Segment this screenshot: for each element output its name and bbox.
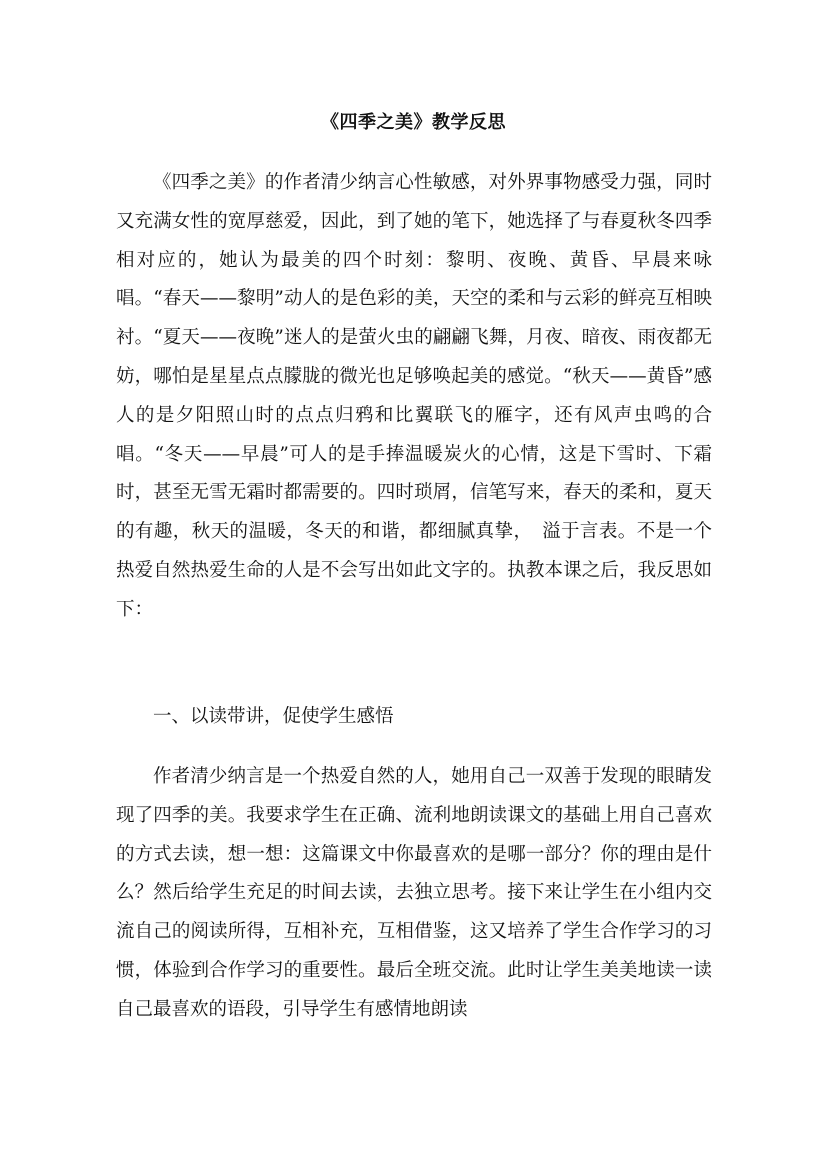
intro-paragraph: 《四季之美》的作者清少纳言心性敏感，对外界事物感受力强，同时又充满女性的宽厚慈爱，因此，到了她的笔下，她选择了与春夏秋冬四季相对应的，她认为最美的四个时刻：黎明、夜晚、黄昏、早晨来咏唱。“春天——黎明”动人的是色彩的美，天空的柔和与云彩的鲜亮互相映衬。“夏天——夜晚”迷人的是萤火虫的翩翩飞舞，月夜、暗夜、雨夜都无妨，哪怕是星星点点朦胧的微光也足够唤起美的感觉。“秋天——黄昏”感人的是夕阳照山时的点点归鸦和比翼联飞的雁字，还有风声虫鸣的合唱。“冬天——早晨”可人的是手捧温暖炭火的心情，这是下雪时、下霜时，甚至无雪无霜时都需要的。四时琐屑，信笔写来，春天的柔和，夏天的有趣，秋天的温暖，冬天的和谐，都细腻真挚， 溢于言表。不是一个热爱自然热爱生命的人是不会写出如此文字的。执教本课之后，我反思如下： — [116, 172, 712, 620]
document-title: 《四季之美》教学反思 — [321, 112, 506, 133]
body-paragraph: 作者清少纳言是一个热爱自然的人，她用自己一双善于发现的眼睛发现了四季的美。我要求学生在正确、流利地朗读课文的基础上用自己喜欢的方式去读，想一想：这篇课文中你最喜欢的是哪一部分？你的理由是什么？然后给学生充足的时间去读，去独立思考。接下来让学生在小组内交流自己的阅读所得，互相补充，互相借鉴，这又培养了学生合作学习的习惯，体验到合作学习的重要性。最后全班交流。此时让学生美美地读一读自己最喜欢的语段，引导学生有感情地朗读 — [116, 766, 712, 1020]
section-heading: 一、以读带讲，促使学生感悟 — [153, 706, 394, 727]
